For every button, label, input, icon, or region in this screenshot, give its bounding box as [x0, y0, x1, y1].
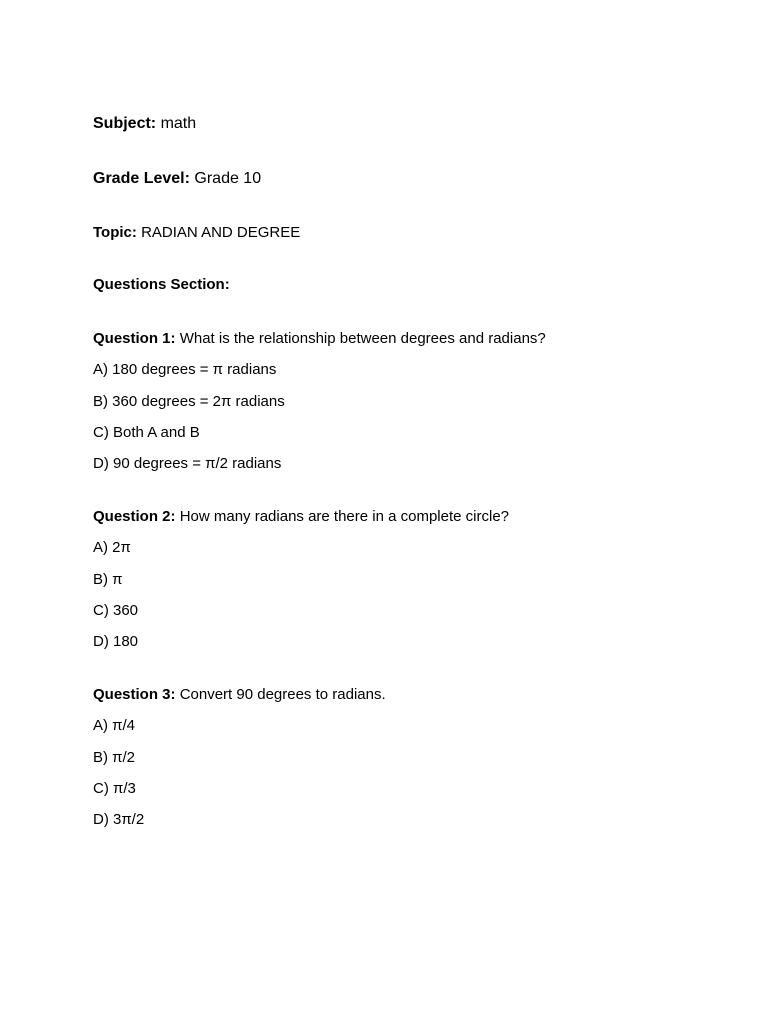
topic-value: RADIAN AND DEGREE	[141, 224, 301, 241]
question-2-text: How many radians are there in a complete circle?	[179, 508, 510, 525]
grade-level-label: Grade Level:	[93, 170, 190, 187]
question-2-option-b: B) π	[93, 571, 123, 588]
question-1-option-b: B) 360 degrees = 2π radians	[93, 393, 285, 410]
question-1-line	[93, 331, 546, 346]
question-2-line	[93, 509, 509, 524]
topic-line	[93, 225, 300, 240]
question-1-option-d: D) 90 degrees = π/2 radians	[93, 455, 282, 472]
question-3-text: Convert 90 degrees to radians.	[179, 686, 386, 703]
question-3-option-d: D) 3π/2	[93, 811, 145, 828]
topic-label: Topic:	[93, 224, 137, 241]
question-1-text: What is the relationship between degrees and radians?	[179, 330, 546, 347]
question-3-option-b: B) π/2	[93, 749, 136, 766]
question-2-option-d: D) 180	[93, 633, 139, 650]
question-1-label: Question 1:	[93, 330, 176, 347]
question-2-label: Question 2:	[93, 508, 176, 525]
question-3-option-a: A) π/4	[93, 717, 136, 734]
question-2-option-a: A) 2π	[93, 539, 131, 556]
subject-line	[93, 116, 196, 132]
question-1-option-a: A) 180 degrees = π radians	[93, 361, 277, 378]
question-2-option-c: C) 360	[93, 602, 139, 619]
question-3-label: Question 3:	[93, 686, 176, 703]
grade-level-line	[93, 171, 261, 187]
subject-label: Subject:	[93, 115, 157, 132]
grade-level-value: Grade 10	[194, 170, 262, 187]
question-1-option-c: C) Both A and B	[93, 424, 200, 441]
question-3-option-c: C) π/3	[93, 780, 136, 797]
questions-section-heading: Questions Section:	[93, 276, 230, 293]
subject-value: math	[160, 115, 197, 132]
question-3-line	[93, 687, 386, 702]
